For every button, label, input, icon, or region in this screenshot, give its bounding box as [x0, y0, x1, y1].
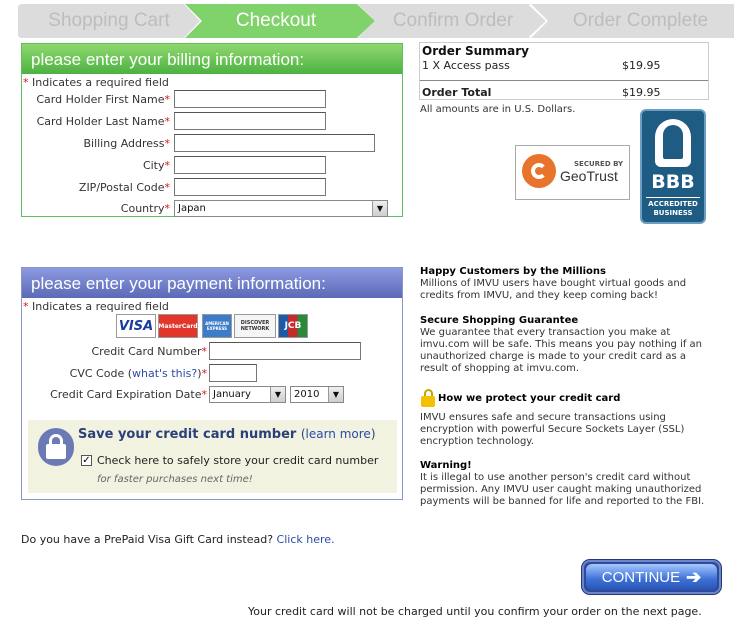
save-card-title: Save your credit card number (learn more) — [78, 427, 376, 442]
bbb-badge[interactable]: BBB ACCREDITED BUSINESS — [640, 109, 706, 224]
country-label: Country* — [120, 202, 170, 215]
chevron-down-icon: ▼ — [328, 387, 343, 402]
prepaid-note: Do you have a PrePaid Visa Gift Card instead? Click here. — [21, 533, 335, 546]
zip-input[interactable] — [174, 178, 326, 196]
discover-icon: DISCOVER NETWORK — [234, 314, 276, 338]
cvc-help-link[interactable]: what's this? — [132, 367, 198, 380]
checkout-progress — [18, 4, 734, 38]
expiration-month-select[interactable]: January ▼ — [209, 386, 286, 403]
geotrust-logo-icon — [522, 154, 556, 188]
learn-more-link[interactable]: learn more — [305, 427, 371, 441]
country-select[interactable]: Japan ▼ — [174, 200, 388, 217]
billing-panel — [21, 43, 403, 217]
continue-button[interactable]: CONTINUE ➔ — [582, 560, 721, 594]
last-name-input[interactable] — [174, 112, 326, 130]
expiration-year-select[interactable]: 2010 ▼ — [290, 386, 344, 403]
protect-text: IMVU ensures safe and secure transactions using encryption with powerful Secure Sockets Layer (SSL) encryption technology. — [420, 412, 685, 447]
payment-required-note: * Indicates a required field — [23, 300, 169, 313]
step-confirm-order: Confirm Order — [358, 4, 548, 38]
geotrust-badge[interactable]: SECURED BY GeoTrust — [515, 145, 630, 200]
footer-note: Your credit card will not be charged until you confirm your order on the next page. — [248, 605, 702, 618]
visa-icon: VISA — [116, 314, 156, 338]
currency-note: All amounts are in U.S. Dollars. — [420, 104, 576, 115]
first-name-label: Card Holder First Name* — [36, 93, 170, 106]
summary-total-label: Order Total — [422, 86, 492, 99]
city-label: City* — [142, 159, 170, 172]
order-summary — [419, 42, 709, 100]
step-shopping-cart: Shopping Cart — [18, 4, 200, 38]
jcb-icon: JCB — [278, 314, 308, 338]
card-number-input[interactable] — [209, 342, 361, 360]
payment-header: please enter your payment information: — [22, 268, 402, 298]
happy-customers-section: Happy Customers by the Millions Millions of IMVU users have bought virtual goods and credits from IMVU, and they keep coming back! — [420, 266, 687, 301]
summary-divider — [420, 80, 708, 81]
zip-label: ZIP/Postal Code* — [78, 181, 170, 194]
summary-total-price: $19.95 — [622, 86, 661, 99]
payment-panel — [21, 267, 403, 500]
billing-address-input[interactable] — [174, 134, 375, 152]
chevron-down-icon: ▼ — [372, 201, 387, 216]
secure-shopping-section: Secure Shopping Guarantee We guarantee that every transaction you make at imvu.com will be safe. This means you pay nothing if an unauthorized charge is made to your credit card as a result of shopping at imvu.com. — [420, 315, 703, 374]
chevron-down-icon: ▼ — [270, 387, 285, 402]
billing-address-label: Billing Address* — [83, 137, 170, 150]
last-name-label: Card Holder Last Name* — [36, 115, 170, 128]
expiration-label: Credit Card Expiration Date* — [50, 388, 207, 401]
first-name-input[interactable] — [174, 90, 326, 108]
mastercard-icon: MasterCard — [158, 314, 198, 338]
save-card-checkbox[interactable]: ✓ — [82, 455, 91, 466]
bbb-torch-icon — [655, 119, 691, 167]
protect-title: How we protect your credit card — [438, 393, 621, 404]
step-order-complete: Order Complete — [531, 4, 734, 38]
summary-item: 1 X Access pass — [422, 59, 510, 72]
save-card-subtext: for faster purchases next time! — [97, 474, 253, 485]
lock-icon — [38, 428, 74, 466]
cvc-label: CVC Code (what's this?)* — [69, 367, 207, 380]
cvc-input[interactable] — [209, 364, 257, 382]
prepaid-link[interactable]: Click here. — [276, 533, 335, 546]
city-input[interactable] — [174, 156, 326, 174]
save-card-box — [28, 420, 397, 493]
save-card-check-label: Check here to safely store your credit card number — [97, 454, 379, 467]
warning-section: Warning! It is illegal to use another person's credit card without permission. Any IMVU user caught making unauthorized payments will be banned for life and reported to the FBI. — [420, 460, 705, 507]
summary-item-price: $19.95 — [622, 59, 661, 72]
billing-required-note: * Indicates a required field — [23, 76, 169, 89]
step-checkout: Checkout — [185, 4, 375, 38]
billing-header: please enter your billing information: — [22, 44, 402, 74]
small-lock-icon — [421, 389, 435, 407]
amex-icon: AMERICAN EXPRESS — [202, 314, 232, 338]
card-number-label: Credit Card Number* — [91, 345, 207, 358]
arrow-right-icon: ➔ — [686, 566, 702, 587]
summary-title: Order Summary — [422, 44, 529, 58]
